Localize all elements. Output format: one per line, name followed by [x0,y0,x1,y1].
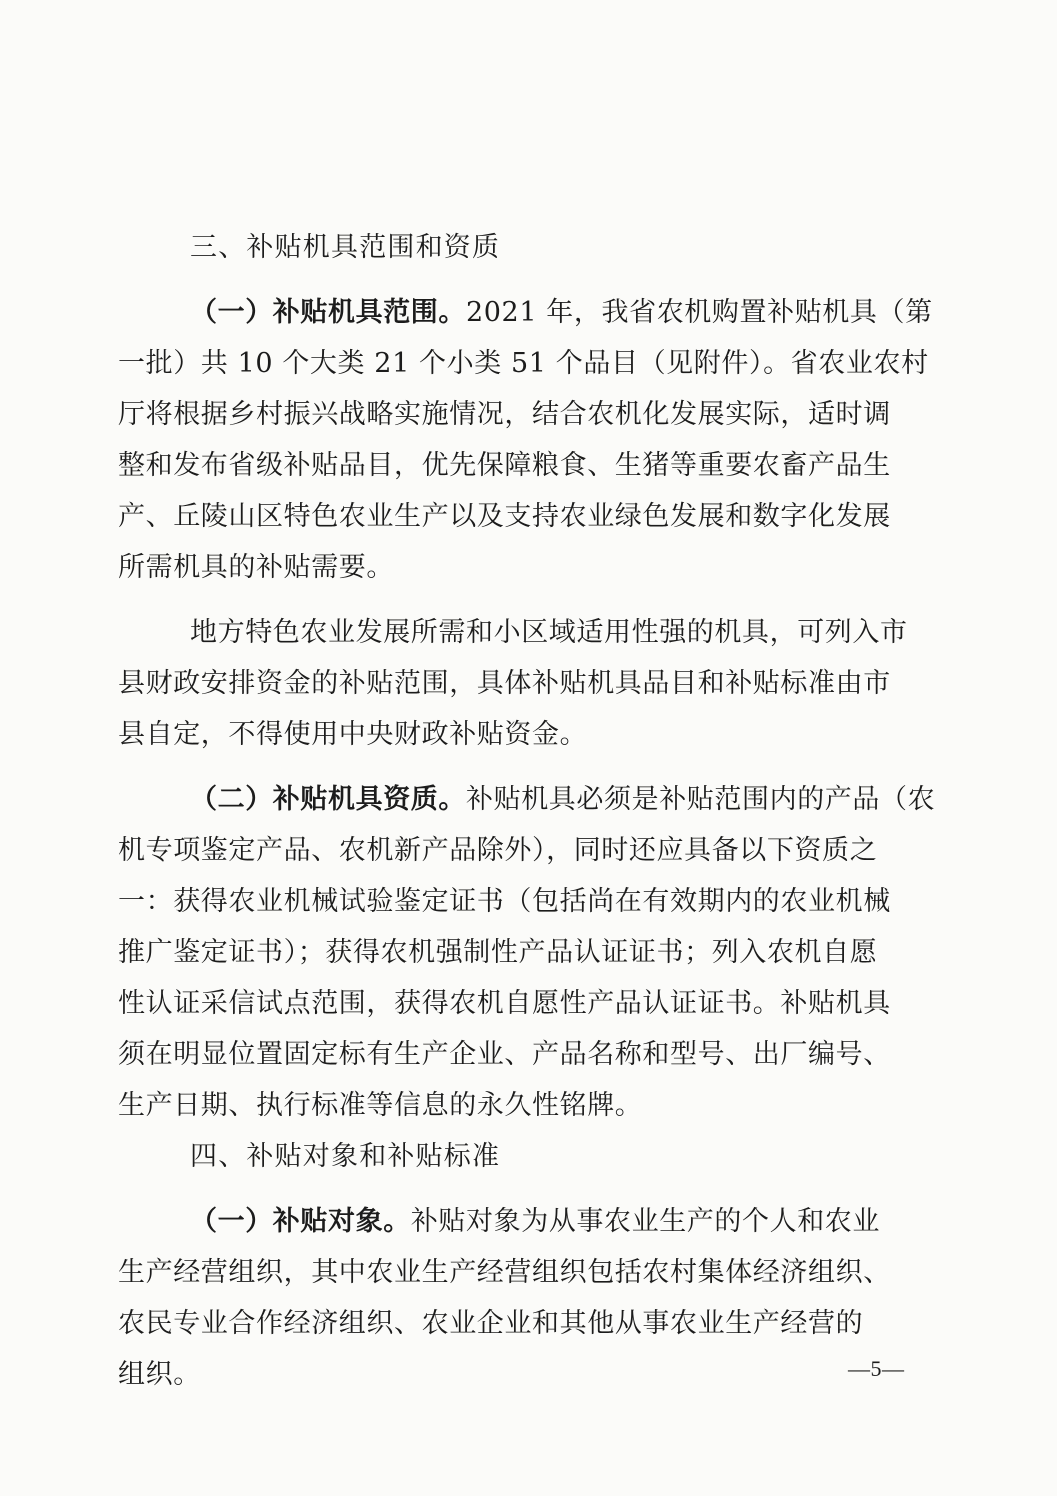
paragraph-line: 县自定，不得使用中央财政补贴资金。 [118,719,588,750]
paragraph-line: 整和发布省级补贴品目，优先保障粮食、生猪等重要农畜产品生 [118,450,891,481]
paragraph-line: 性认证采信试点范围，获得农机自愿性产品认证证书。补贴机具 [118,988,891,1019]
paragraph-line: 推广鉴定证书）；获得农机强制性产品认证证书；列入农机自愿 [118,937,878,968]
page-number: —5— [848,1356,905,1381]
paragraph-line: 厅将根据乡村振兴战略实施情况，结合农机化发展实际，适时调 [118,399,891,430]
paragraph-line: 一：获得农业机械试验鉴定证书（包括尚在有效期内的农业机械 [118,886,891,917]
paragraph-line [118,287,933,338]
paragraph-text: 补贴机具必须是补贴范围内的产品（农 [466,784,936,815]
subsection-title: （二）补贴机具资质。 [190,784,466,815]
subsection-title: （一）补贴对象。 [190,1206,411,1237]
paragraph-line: 农民专业合作经济组织、农业企业和其他从事农业生产经营的 [118,1308,864,1339]
paragraph-line: 组织。 [118,1359,201,1390]
paragraph-line: 机专项鉴定产品、农机新产品除外），同时还应具备以下资质之 [118,835,878,866]
paragraph-text: 补贴对象为从事农业生产的个人和农业 [410,1206,881,1237]
paragraph-line: 县财政安排资金的补贴范围，具体补贴机具品目和补贴标准由市 [118,668,891,699]
subsection-title: （一）补贴机具范围。 [190,297,466,328]
paragraph-text: 2021 年，我省农机购置补贴机具（第 [466,297,933,328]
paragraph-line [118,774,936,825]
paragraph-line [118,1196,918,1247]
paragraph-line: 产、丘陵山区特色农业生产以及支持农业绿色发展和数字化发展 [118,501,891,532]
paragraph-line: 所需机具的补贴需要。 [118,552,394,583]
paragraph-line: 地方特色农业发展所需和小区域适用性强的机具，可列入市 [190,617,908,648]
section-heading-4: 四、补贴对象和补贴标准 [190,1141,501,1172]
paragraph-line: 生产经营组织，其中农业生产经营组织包括农村集体经济组织、 [118,1257,891,1288]
paragraph-line: 生产日期、执行标准等信息的永久性铭牌。 [118,1090,643,1121]
paragraph-line: 须在明显位置固定标有生产企业、产品名称和型号、出厂编号、 [118,1039,891,1070]
document-body [118,222,936,1400]
paragraph-line: 一批）共 10 个大类 21 个小类 51 个品目（见附件）。省农业农村 [118,348,929,379]
section-heading-3: 三、补贴机具范围和资质 [190,232,501,263]
